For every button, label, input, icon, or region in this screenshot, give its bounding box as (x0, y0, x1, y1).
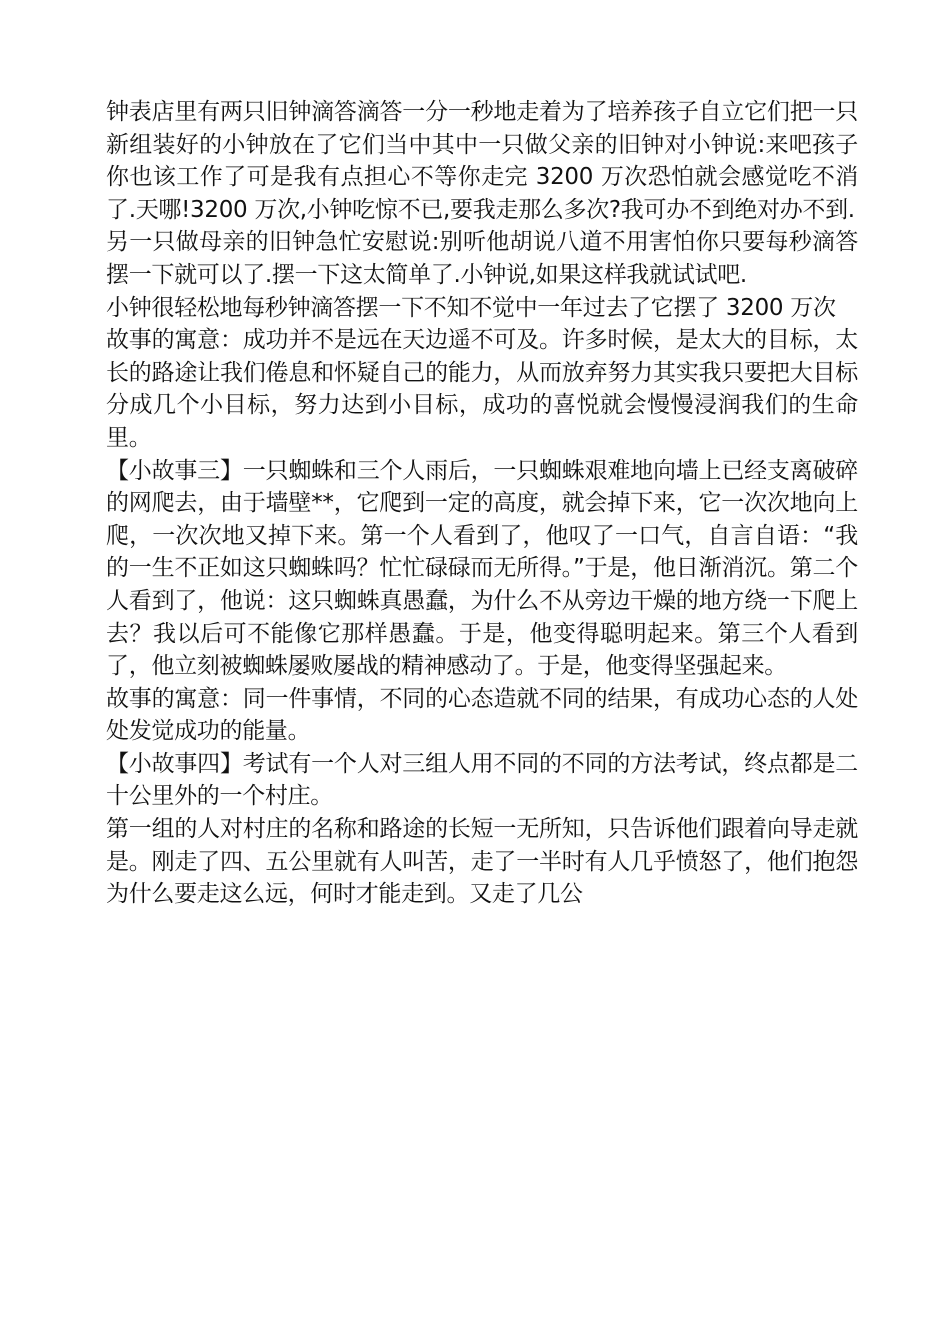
paragraph-moral-two: 故事的寓意：同一件事情，不同的心态造就不同的结果，有成功心态的人处处发觉成功的能量。 (106, 685, 858, 745)
paragraph-moral-one: 故事的寓意：成功并不是远在天边遥不可及。许多时候，是太大的目标，太长的路途让我们倦息和怀疑自己的能力，从而放弃努力其实我只要把大目标分成几个小目标，努力达到小目标，成功的喜悦就会慢慢浸润我们的生命里。 (106, 327, 858, 451)
document-body (106, 96, 858, 911)
paragraph-story-three: 【小故事三】一只蜘蛛和三个人雨后，一只蜘蛛艰难地向墙上已经支离破碎的网爬去，由于墙壁**，它爬到一定的高度，就会掉下来，它一次次地向上爬，一次次地又掉下来。第一个人看到了，他叹了一口气，自言自语：“我的一生不正如这只蜘蛛吗？忙忙碌碌而无所得。”于是，他日渐消沉。第二个人看到了，他说：这只蜘蛛真愚蠢，为什么不从旁边干燥的地方绕一下爬上去？我以后可不能像它那样愚蠢。于是，他变得聪明起来。第三个人看到了，他立刻被蜘蛛屡败屡战的精神感动了。于是，他变得坚强起来。 (106, 457, 858, 680)
paragraph-story-four: 【小故事四】考试有一个人对三组人用不同的不同的方法考试，终点都是二十公里外的一个村庄。 (106, 750, 858, 810)
paragraph-mother-clock: 另一只做母亲的旧钟急忙安慰说:别听他胡说八道不用害怕你只要每秒滴答摆一下就可以了.摆一下这太简单了.小钟说,如果这样我就试试吧. (106, 229, 858, 288)
paragraph-clock-story: 钟表店里有两只旧钟滴答滴答一分一秒地走着为了培养孩子自立它们把一只新组装好的小钟放在了它们当中其中一只做父亲的旧钟对小钟说:来吧孩子你也该工作了可是我有点担心不等你走完 3200 万次恐怕就会感觉吃不消了.天哪!3200 万次,小钟吃惊不已,要我走那么多次?我可办不到绝对办不到. (106, 99, 858, 223)
paragraph-group-one: 第一组的人对村庄的名称和路途的长短一无所知，只告诉他们跟着向导走就是。刚走了四、五公里就有人叫苦，走了一半时有人几乎愤怒了，他们抱怨为什么要走这么远，何时才能走到。又走了几公 (106, 816, 858, 908)
paragraph-small-clock: 小钟很轻松地每秒钟滴答摆一下不知不觉中一年过去了它摆了 3200 万次 (106, 294, 836, 321)
